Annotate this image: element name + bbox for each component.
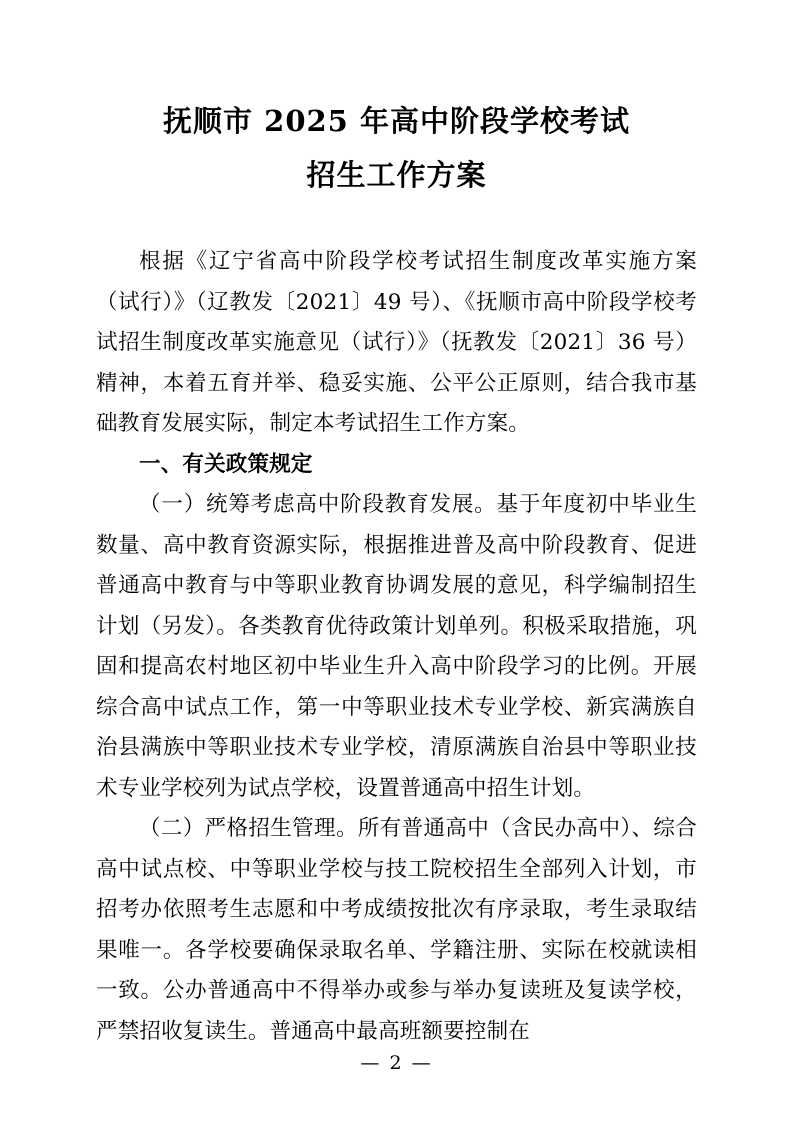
paragraph-item-1: （一）统筹考虑高中阶段教育发展。基于年度初中毕业生数量、高中教育资源实际，根据推进普及高中阶段教育、促进普通高中教育与中等职业教育协调发展的意见，科学编制招生计划（另发）。各类教育优待政策计划单列。积极采取措施，巩固和提高农村地区初中毕业生升入高中阶段学习的比例。开展综合高中试点工作，第一中等职业技术专业学校、新宾满族自治县满族中等职业技术专业学校，清原满族自治县中等职业技术专业学校列为试点学校，设置普通高中招生计划。: [96, 492, 697, 801]
section-heading-policy: 一、有关政策规定: [139, 451, 313, 477]
document-body: [96, 242, 697, 1052]
title-line-1: 抚顺市 2025 年高中阶段学校考试: [163, 104, 630, 138]
page-number: — 2 —: [360, 1052, 433, 1074]
paragraph-intro: 根据《辽宁省高中阶段学校考试招生制度改革实施方案（试行）》（辽教发〔2021〕49 号）、《抚顺市高中阶段学校考试招生制度改革实施意见（试行）》（抚教发〔2021〕36 号）精神，本着五育并举、稳妥实施、公平公正原则，结合我市基础教育发展实际，制定本考试招生工作方案。: [96, 249, 697, 436]
title-line-2: 招生工作方案: [306, 158, 487, 192]
paragraph-item-2: （二）严格招生管理。所有普通高中（含民办高中）、综合高中试点校、中等职业学校与技工院校招生全部列入计划，市招考办依照考生志愿和中考成绩按批次有序录取，考生录取结果唯一。各学校要确保录取名单、学籍注册、实际在校就读相一致。公办普通高中不得举办或参与举办复读班及复读学校，严禁招收复读生。普通高中最高班额要控制在: [96, 816, 697, 1044]
page-title: [96, 94, 697, 202]
